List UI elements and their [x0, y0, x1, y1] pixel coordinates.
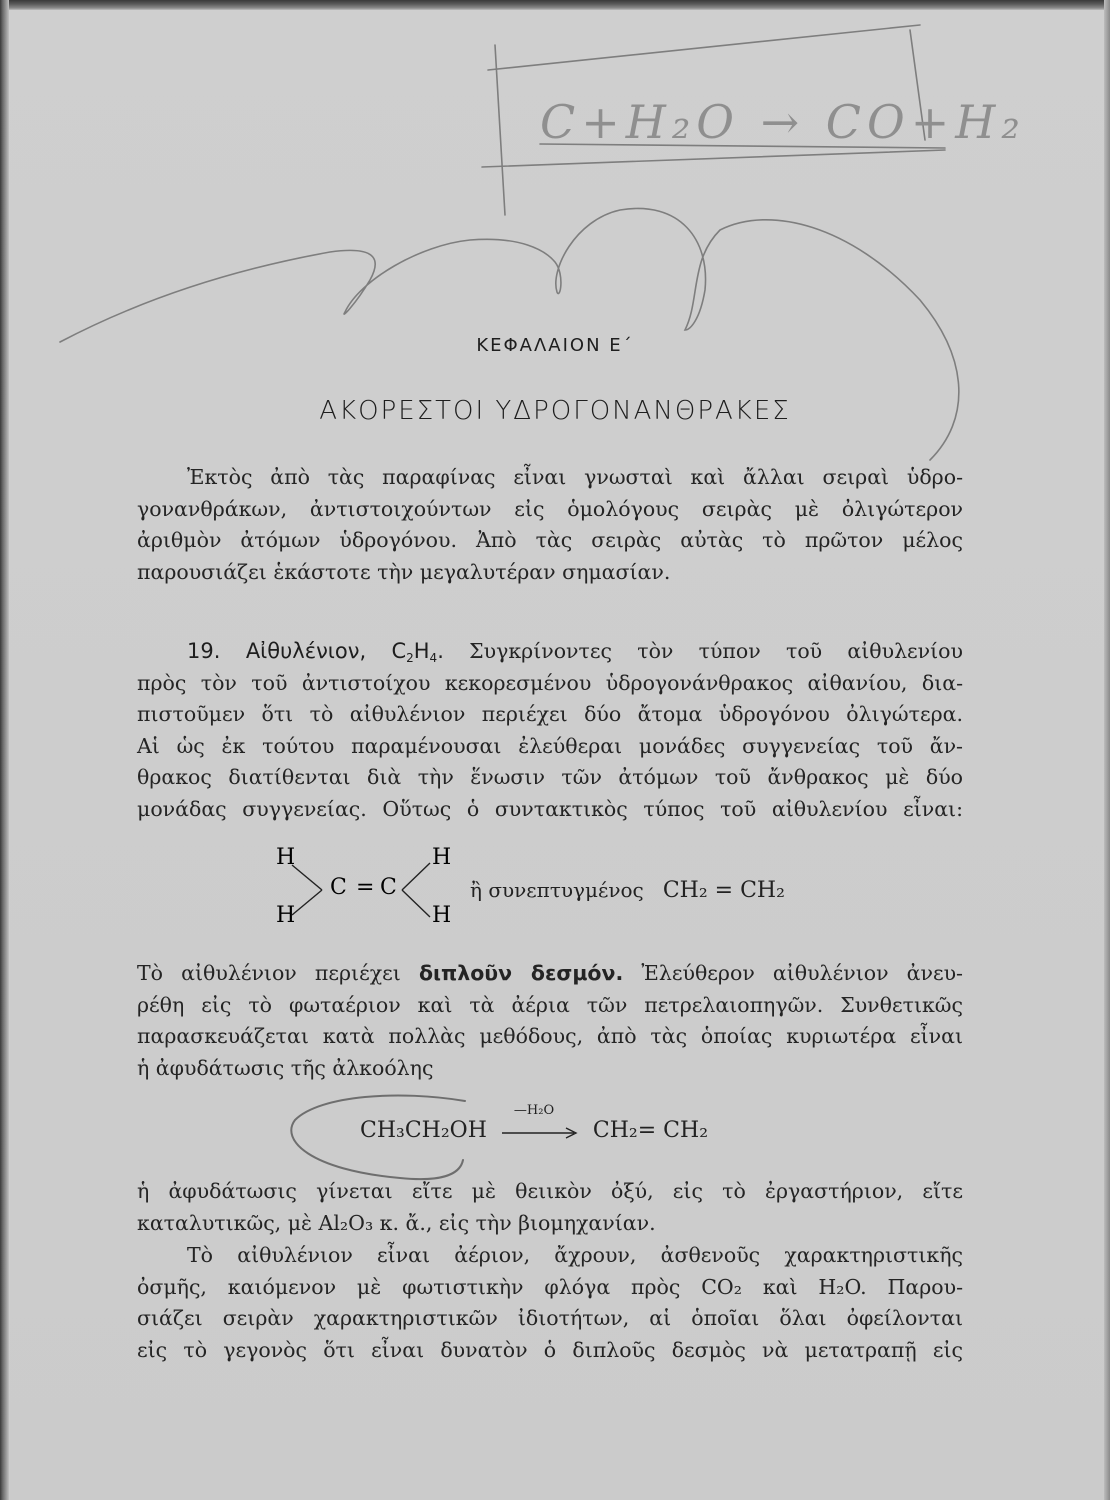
pencil-box-bottom [482, 150, 945, 167]
condensed-formula: CH₂ = CH₂ [662, 878, 785, 903]
para2-line: παρασκευάζεται κατὰ πολλὰς μεθόδους, ἀπὸ τὰς ὁποίας κυριωτέρα εἶναι [137, 1024, 963, 1048]
bond-h2 [292, 890, 322, 915]
bond-h4 [402, 890, 430, 917]
atom-c-right: C [380, 875, 397, 900]
atom-c-left: C [330, 875, 347, 900]
para4-line: Τὸ αἰθυλένιον εἶναι ἀέριον, ἄχρουν, ἀσθενοῦς χαρακτηριστικῆς [187, 1243, 963, 1267]
page-top-edge [0, 0, 1110, 10]
page-right-edge [1104, 0, 1110, 1500]
bond-lines [272, 845, 472, 935]
paragraph-dehydration [137, 1176, 963, 1239]
intro-line: Ἐκτὸς ἀπὸ τὰς παραφίνας εἶναι γνωσταὶ καὶ ἄλλαι σειραὶ ὑδρο- [187, 465, 963, 489]
arrow-icon [500, 1121, 580, 1141]
bond-h1 [292, 865, 322, 890]
intro-line: παρουσιάζει ἑκάστοτε τὴν μεγαλυτέραν σημασίαν. [137, 559, 671, 584]
section-line: Αἱ ὡς ἐκ τούτου παραμένουσαι ἐλεύθεραι μονάδες συγγενείας τοῦ ἄν- [137, 733, 963, 758]
pencil-box-top [488, 25, 920, 70]
para3-line: ἡ ἀφυδάτωσις γίνεται εἴτε μὲ θειικὸν ὀξύ, εἰς τὸ ἐργαστήριον, εἴτε [137, 1179, 963, 1203]
para4-line: σιάζει σειρὰν χαρακτηριστικῶν ἰδιοτήτων, αἱ ὁποῖαι ὅλαι ὀφείλονται [137, 1306, 963, 1330]
para3-line: καταλυτικῶς, μὲ Al₂O₃ κ. ἄ., εἰς τὴν βιομηχανίαν. [137, 1210, 656, 1235]
section-heading: 19. Αἰθυλένιον, [187, 639, 367, 663]
intro-line: γονανθράκων, ἀντιστοιχούντων εἰς ὁμολόγους σειρὰς μὲ ὀλιγώτερον [137, 496, 963, 521]
reaction-condition: —H₂O [513, 1103, 555, 1118]
bold-double-bond: διπλοῦν δεσμόν. [418, 961, 624, 985]
atom-h-bottom-left: H [276, 903, 296, 928]
reaction-arrow [500, 1103, 580, 1141]
paragraph-double-bond [137, 958, 963, 1084]
section-line: πρὸς τὸν τοῦ ἀντιστοίχου κεκορεσμένου ὑδρογονάνθρακος αἰθανίου, δια- [137, 670, 963, 695]
para2-line: ἡ ἀφυδάτωσις τῆς ἀλκοόλης [137, 1055, 434, 1080]
atom-h-top-left: H [276, 845, 296, 870]
paragraph-properties [137, 1240, 963, 1366]
chapter-title: ΑΚΟΡΕΣΤΟΙ ΥΔΡΟΓΟΝΑΝΘΡΑΚΕΣ [319, 396, 791, 426]
handwritten-note: C+H₂O → CO+H₂ [540, 95, 1026, 149]
formula-c-sub: 2 [406, 651, 414, 665]
section-19-paragraph [137, 636, 963, 825]
intro-line: ἀριθμὸν ἀτόμων ὑδρογόνου. Ἀπὸ τὰς σειρὰς αὐτὰς τὸ πρῶτον μέλος [137, 528, 963, 552]
para2-line: ρέθη εἰς τὸ φωταέριον καὶ τὰ ἀέρια τῶν πετρελαιοπηγῶν. Συνθετικῶς [137, 992, 963, 1017]
section-first-line-text: Συγκρίνοντες τὸν τύπον τοῦ αἰθυλενίου [469, 639, 963, 663]
atom-h-bottom-right: H [432, 903, 452, 928]
formula-h-sub: 4 [429, 651, 438, 665]
para2-start: Τὸ αἰθυλένιον περιέχει [137, 961, 401, 985]
condensed-formula-line [470, 878, 785, 903]
section-formula: $C_2H_4$. [391, 639, 444, 665]
reactant: CH₃CH₂OH [360, 1118, 487, 1143]
product: CH₂= CH₂ [592, 1118, 709, 1143]
para2-first-line [137, 958, 963, 990]
ethylene-structural-formula [272, 845, 472, 935]
formula-c: C [391, 639, 407, 663]
page-left-edge [0, 0, 9, 1500]
intro-paragraph [137, 462, 963, 588]
para4-line: εἰς τὸ γεγονὸς ὅτι εἶναι δυνατὸν ὁ διπλοῦς δεσμὸς νὰ μετατραπῇ εἰς [137, 1337, 963, 1362]
pencil-box-left [495, 45, 505, 215]
connector-text: ἢ συνεπτυγμένος [470, 878, 644, 902]
bond-h3 [402, 863, 430, 890]
section-line: πιστοῦμεν ὅτι τὸ αἰθυλένιον περιέχει δύο ἄτομα ὑδρογόνου ὀλιγώτερα. [137, 702, 963, 726]
para2-rest: Ἐλεύθερον αἰθυλένιον ἀνευ- [641, 961, 963, 985]
chapter-label: ΚΕΦΑΛΑΙΟΝ Ε΄ [476, 335, 634, 356]
double-bond: = [356, 875, 375, 900]
formula-h: H [413, 639, 430, 663]
section-first-line [137, 636, 963, 668]
para4-line: ὀσμῆς, καιόμενον μὲ φωτιστικὴν φλόγα πρὸς CO₂ καὶ H₂O. Παρου- [137, 1274, 963, 1299]
dehydration-reaction [360, 1103, 709, 1143]
section-line: θρακος διατίθενται διὰ τὴν ἕνωσιν τῶν ἀτόμων τοῦ ἄνθρακος μὲ δύο [137, 765, 963, 789]
atom-h-top-right: H [432, 845, 452, 870]
section-line: μονάδας συγγενείας. Οὕτως ὁ συντακτικὸς τύπος τοῦ αἰθυλενίου εἶναι: [137, 796, 963, 821]
